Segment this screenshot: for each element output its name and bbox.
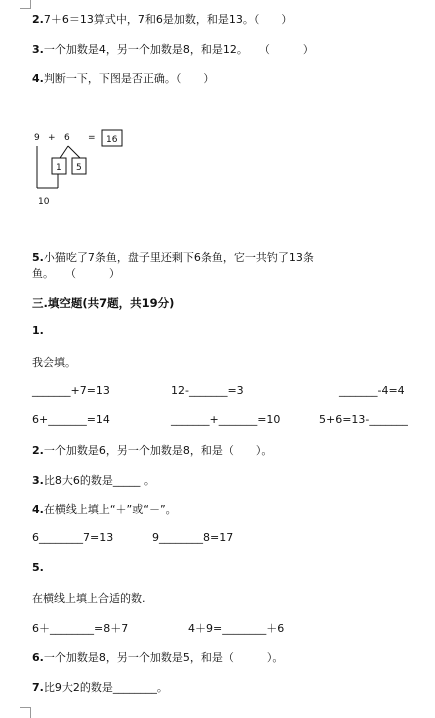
question-text: 一个加数是6，另一个加数是8，和是（ ）。 (43, 444, 273, 457)
question-4 (32, 70, 214, 86)
question-number: 3. (32, 43, 44, 56)
equation-blank[interactable]: _______+_______=10 (171, 413, 281, 426)
split-value-1: 1 (56, 163, 62, 173)
question-number: 4. (32, 72, 44, 85)
equation-blank[interactable]: 6＋________=8＋7 (32, 622, 129, 635)
result-value: 16 (106, 135, 118, 145)
equals-sign: = (88, 133, 96, 143)
split-value-5: 5 (76, 163, 82, 173)
question-number: 2. (32, 13, 44, 26)
fill-question-5-intro: 在横线上填上合适的数. (32, 592, 146, 605)
question-text: 一个加数是4，另一个加数是8，和是12。 （ ） (43, 43, 314, 56)
page-corner-mark-bottom (20, 707, 31, 718)
fill-question-3 (32, 472, 155, 488)
question-5-line2: 鱼。 （ ） (32, 267, 120, 280)
question-number: 2. (32, 444, 44, 457)
question-5-line1 (32, 249, 314, 265)
equation-blank[interactable]: 6________7=13 (32, 531, 114, 544)
fill-question-2 (32, 442, 272, 458)
number-10: 10 (38, 197, 50, 207)
equation-blank[interactable]: 6+_______=14 (32, 413, 110, 426)
question-number: 7. (32, 681, 44, 694)
fill-question-6 (32, 649, 283, 665)
split-line-right (68, 146, 80, 158)
question-3 (32, 41, 314, 57)
equation-blank[interactable]: 12-_______=3 (171, 384, 244, 397)
question-text: 比8大6的数是_____ 。 (43, 474, 155, 487)
equation-blank[interactable]: 4＋9=________＋6 (188, 622, 285, 635)
section-title: 三.填空题(共7题，共19分) (32, 296, 175, 310)
question-number: 3. (32, 474, 44, 487)
question-number: 6. (32, 651, 44, 664)
question-text: 在横线上填上“＋”或“－”。 (43, 503, 177, 516)
question-text: 小猫吃了7条鱼，盘子里还剩下6条鱼，它一共钓了13条 (43, 251, 314, 264)
fill-question-4 (32, 501, 177, 517)
fill-question-5-number: 5. (32, 561, 44, 574)
question-text: 比9大2的数是________。 (43, 681, 168, 694)
equation-blank[interactable]: 5+6=13-_______ (319, 413, 408, 426)
equation-blank[interactable]: _______-4=4 (339, 384, 405, 397)
split-line-left (60, 146, 68, 158)
question-text: 判断一下，下图是否正确。（ ） (43, 72, 215, 85)
plus-sign: + (48, 133, 56, 143)
question-text: 一个加数是8，另一个加数是5，和是（ ）。 (43, 651, 284, 664)
fill-question-1-intro: 我会填。 (32, 356, 76, 369)
equation-blank[interactable]: _______+7=13 (32, 384, 110, 397)
equation-blank[interactable]: 9________8=17 (152, 531, 234, 544)
fill-question-7 (32, 679, 168, 695)
question-number: 4. (32, 503, 44, 516)
number-9: 9 (34, 133, 40, 143)
question-number: 5. (32, 251, 44, 264)
fill-question-1-number: 1. (32, 324, 44, 337)
page-corner-mark-top (20, 0, 31, 9)
question-text: 7＋6＝13算式中，7和6是加数，和是13。（ ） (43, 13, 293, 26)
question-2 (32, 11, 292, 27)
decomposition-diagram (28, 124, 138, 210)
number-6: 6 (64, 133, 70, 143)
